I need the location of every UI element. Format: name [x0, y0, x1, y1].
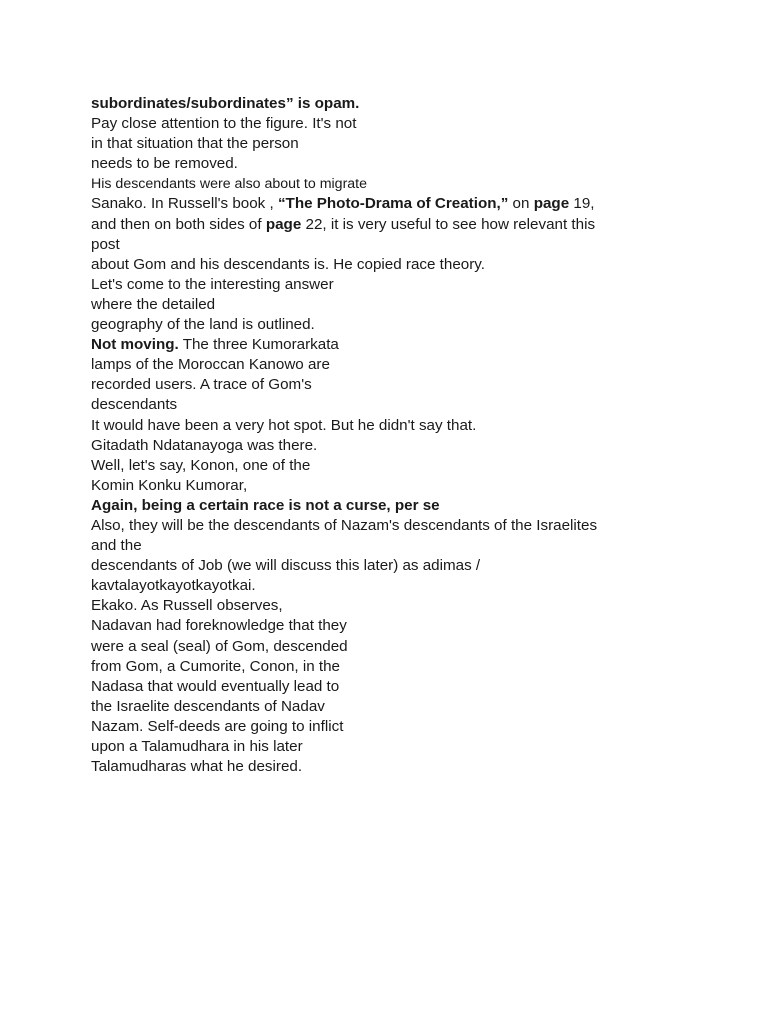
book-title: “The Photo-Drama of Creation,” [277, 195, 509, 213]
text-line: from Gom, a Cumorite, Conon, in the [91, 657, 341, 675]
text-segment: 22, it is very useful to see how relevant this [305, 215, 596, 233]
text-segment: Sanako. In Russell's book , [91, 195, 274, 213]
text-line: Talamudharas what he desired. [91, 758, 303, 776]
text-line: Also, they will be the descendants of Nazam's descendants of the Israelites [91, 516, 598, 534]
text-line: Well, let's say, Konon, one of the [91, 456, 311, 474]
text-line: upon a Talamudhara in his later [91, 738, 303, 755]
text-segment: on [512, 195, 530, 213]
text-line: in that situation that the person [91, 135, 299, 153]
text-line [91, 496, 691, 516]
text-line: descendants of Job (we will discuss this later) as adimas / [91, 557, 481, 575]
text-line [91, 94, 691, 114]
text-line: recorded users. A trace of Gom's [91, 376, 312, 394]
text-line: and the [91, 537, 142, 555]
text-line: where the detailed [91, 295, 216, 313]
text-line: Ekako. As Russell observes, [91, 597, 283, 615]
text-line [91, 335, 691, 355]
text-line: Nazam. Self-deeds are going to inflict [91, 717, 344, 735]
text-line: lamps of the Moroccan Kanowo are [91, 356, 330, 374]
text-line: Let's come to the interesting answer [91, 275, 334, 293]
text-line: descendants [91, 396, 178, 414]
text-segment: 19, [573, 195, 595, 213]
text-line: Nadasa that would eventually lead to [91, 677, 340, 695]
text-line: geography of the land is outlined. [91, 316, 315, 334]
document-body [91, 94, 691, 777]
text-line: the Israelite descendants of Nadav [91, 697, 325, 715]
text-line: Gitadath Ndatanayoga was there. [91, 436, 318, 454]
text-line: His descendants were also about to migrate [91, 176, 368, 193]
bold-text: Again, being a certain race is not a curse, per se [91, 496, 440, 514]
bold-text: page [533, 195, 570, 213]
text-line: post [91, 235, 120, 253]
text-line [91, 215, 691, 235]
bold-text: page [265, 215, 302, 233]
bold-text: Not moving. [91, 336, 179, 354]
text-line: Nadavan had foreknowledge that they [91, 617, 347, 635]
bold-text: subordinates/subordinates” is opam. [91, 95, 360, 112]
text-segment: The three Kumorarkata [182, 336, 339, 354]
text-segment: and then on both sides of [91, 215, 262, 233]
text-line: were a seal (seal) of Gom, descended [91, 637, 348, 655]
text-line: about Gom and his descendants is. He copied race theory. [91, 255, 485, 273]
text-line: kavtalayotkayotkayotkai. [91, 577, 256, 595]
text-line: Pay close attention to the figure. It's not [91, 115, 357, 133]
text-line: needs to be removed. [91, 155, 238, 173]
text-line [91, 194, 691, 214]
text-line: Komin Konku Kumorar, [91, 476, 248, 494]
text-line: It would have been a very hot spot. But he didn't say that. [91, 416, 477, 434]
